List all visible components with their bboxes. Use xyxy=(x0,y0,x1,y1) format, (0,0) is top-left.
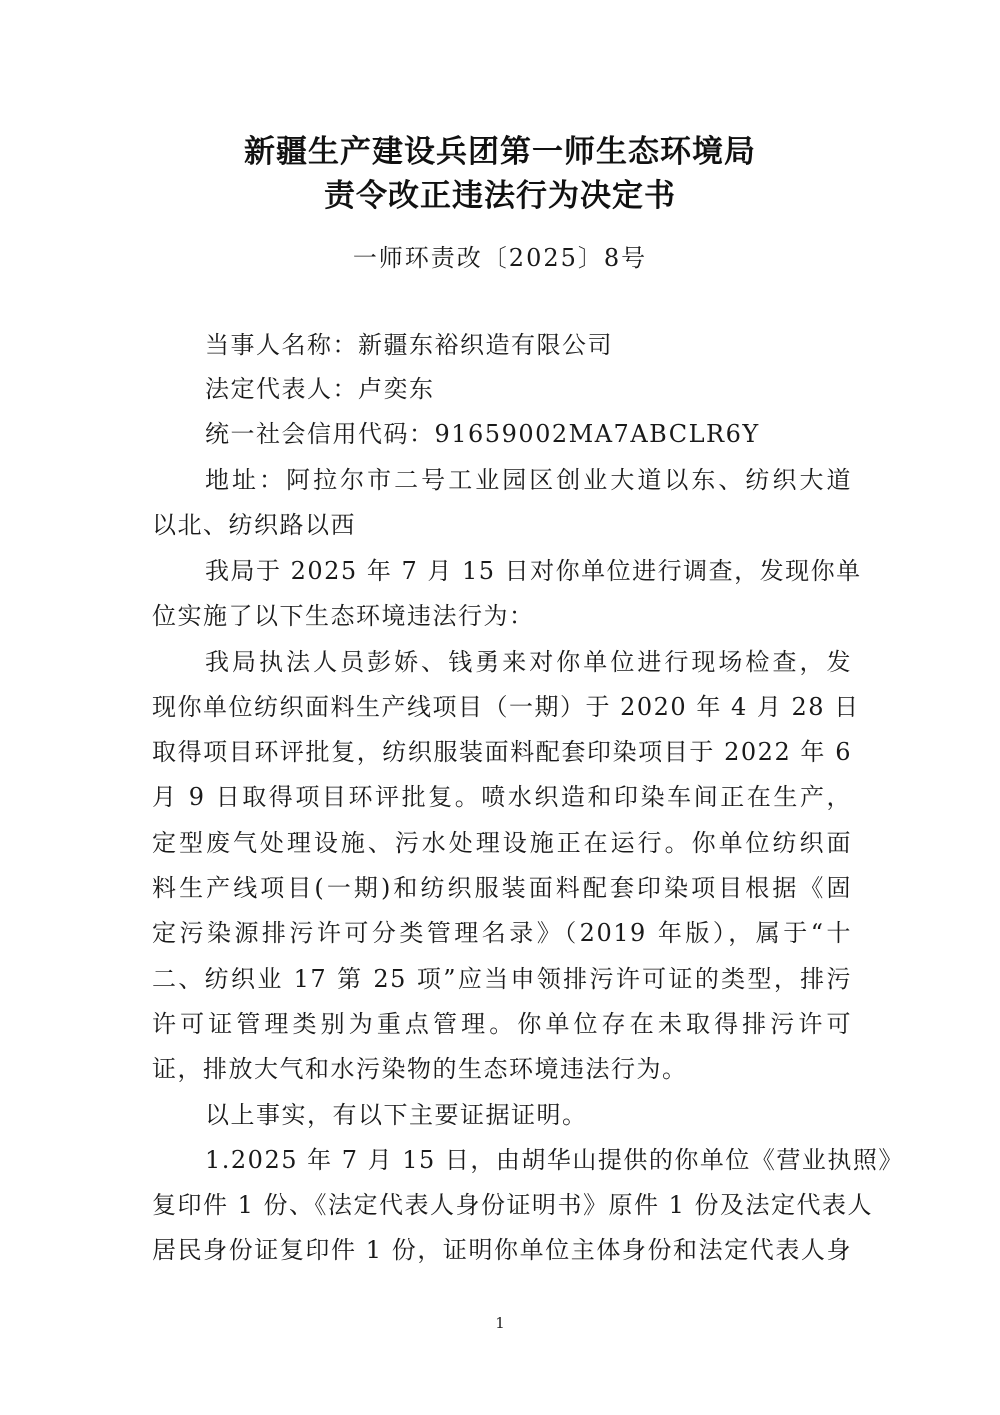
evidence-item-line: 复印件 1 份、《法定代表人身份证明书》原件 1 份及法定代表人 xyxy=(152,1191,874,1219)
facts-line: 取得项目环评批复，纺织服装面料配套印染项目于 2022 年 6 xyxy=(152,738,852,766)
party-name: 当事人名称：新疆东裕织造有限公司 xyxy=(205,331,613,359)
facts-line: 料生产线项目(一期)和纺织服装面料配套印染项目根据《固 xyxy=(152,874,852,902)
evidence-item-line: 1.2025 年 7 月 15 日，由胡华山提供的你单位《营业执照》 xyxy=(205,1146,904,1174)
credit-code: 统一社会信用代码：91659002MA7ABCLR6Y xyxy=(205,420,760,448)
investigation-line-1: 我局于 2025 年 7 月 15 日对你单位进行调查，发现你单 xyxy=(205,557,862,585)
facts-line: 月 9 日取得项目环评批复。喷水织造和印染车间正在生产， xyxy=(152,783,852,811)
document-number: 一师环责改〔2025〕8号 xyxy=(352,244,648,272)
document-title-line-2: 责令改正违法行为决定书 xyxy=(324,178,676,214)
facts-line: 二、纺织业 17 第 25 项”应当申领排污许可证的类型，排污 xyxy=(152,965,852,993)
investigation-line-2: 位实施了以下生态环境违法行为： xyxy=(152,602,535,630)
facts-line: 证，排放大气和水污染物的生态环境违法行为。 xyxy=(152,1055,688,1083)
evidence-intro: 以上事实，有以下主要证据证明。 xyxy=(205,1101,588,1129)
page-number: 1 xyxy=(495,1314,505,1332)
facts-line: 现你单位纺织面料生产线项目（一期）于 2020 年 4 月 28 日 xyxy=(152,693,860,721)
evidence-item-line: 居民身份证复印件 1 份，证明你单位主体身份和法定代表人身 xyxy=(152,1236,852,1264)
legal-representative: 法定代表人：卢奕东 xyxy=(205,375,435,403)
address-line-1: 地址：阿拉尔市二号工业园区创业大道以东、纺织大道 xyxy=(205,466,852,494)
document-title-line-1: 新疆生产建设兵团第一师生态环境局 xyxy=(244,134,756,170)
facts-line: 我局执法人员彭娇、钱勇来对你单位进行现场检查，发 xyxy=(205,648,852,676)
facts-line: 定污染源排污许可分类管理名录》（2019 年版），属于“十 xyxy=(152,919,852,947)
facts-line: 定型废气处理设施、污水处理设施正在运行。你单位纺织面 xyxy=(152,829,852,857)
facts-line: 许可证管理类别为重点管理。你单位存在未取得排污许可 xyxy=(152,1010,852,1038)
address-line-2: 以北、纺织路以西 xyxy=(152,511,356,539)
